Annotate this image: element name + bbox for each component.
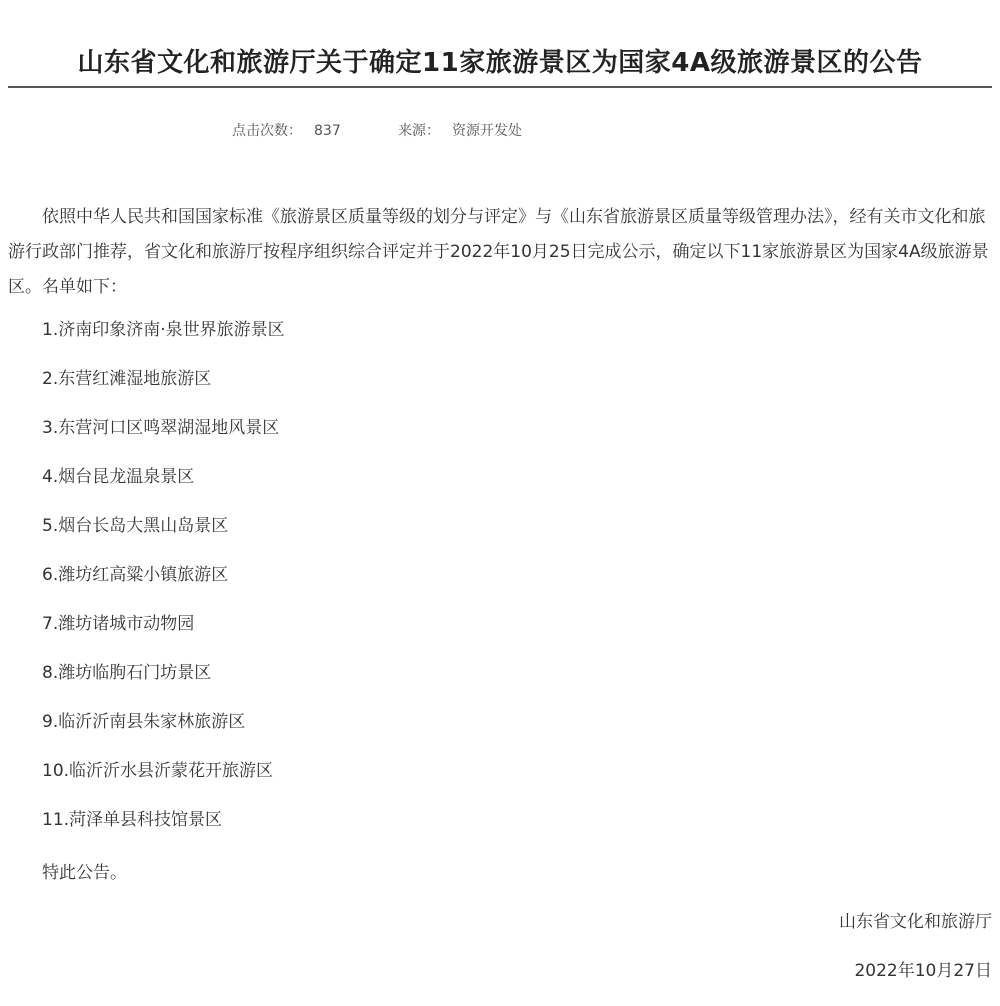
list-item: 2.东营红滩湿地旅游区 <box>42 369 212 389</box>
page-title: 山东省文化和旅游厅关于确定11家旅游景区为国家4A级旅游景区的公告 <box>77 48 923 79</box>
list-item: 4.烟台昆龙温泉景区 <box>42 467 195 487</box>
closing-statement: 特此公告。 <box>42 863 127 883</box>
list-item: 6.潍坊红高粱小镇旅游区 <box>42 565 229 585</box>
source-value: 资源开发处 <box>452 123 522 139</box>
list-item: 5.烟台长岛大黑山岛景区 <box>42 516 229 536</box>
click-count-label: 点击次数： <box>232 123 302 139</box>
click-count-value: 837 <box>314 123 341 139</box>
click-count <box>232 121 341 141</box>
list-item: 7.潍坊诸城市动物园 <box>42 614 195 634</box>
list-item: 3.东营河口区鸣翠湖湿地风景区 <box>42 418 280 438</box>
title-divider <box>8 86 992 88</box>
list-item: 10.临沂沂水县沂蒙花开旅游区 <box>42 761 274 781</box>
list-item: 11.菏泽单县科技馆景区 <box>42 810 223 830</box>
list-item: 9.临沂沂南县朱家林旅游区 <box>42 712 246 732</box>
list-item: 8.潍坊临朐石门坊景区 <box>42 663 212 683</box>
issuer-signature: 山东省文化和旅游厅 <box>839 912 992 932</box>
list-item: 1.济南印象济南·泉世界旅游景区 <box>42 320 285 340</box>
issue-date: 2022年10月27日 <box>854 961 992 981</box>
source-info <box>398 121 522 141</box>
intro-paragraph: 依照中华人民共和国国家标准《旅游景区质量等级的划分与评定》与《山东省旅游景区质量等级管理办法》，经有关市文化和旅游行政部门推荐，省文化和旅游厅按程序组织综合评定并于2022年10月25日完成公示，确定以下11家旅游景区为国家4A级旅游景区。名单如下： <box>8 207 989 297</box>
source-label: 来源： <box>398 123 440 139</box>
scenic-area-list <box>42 313 285 852</box>
